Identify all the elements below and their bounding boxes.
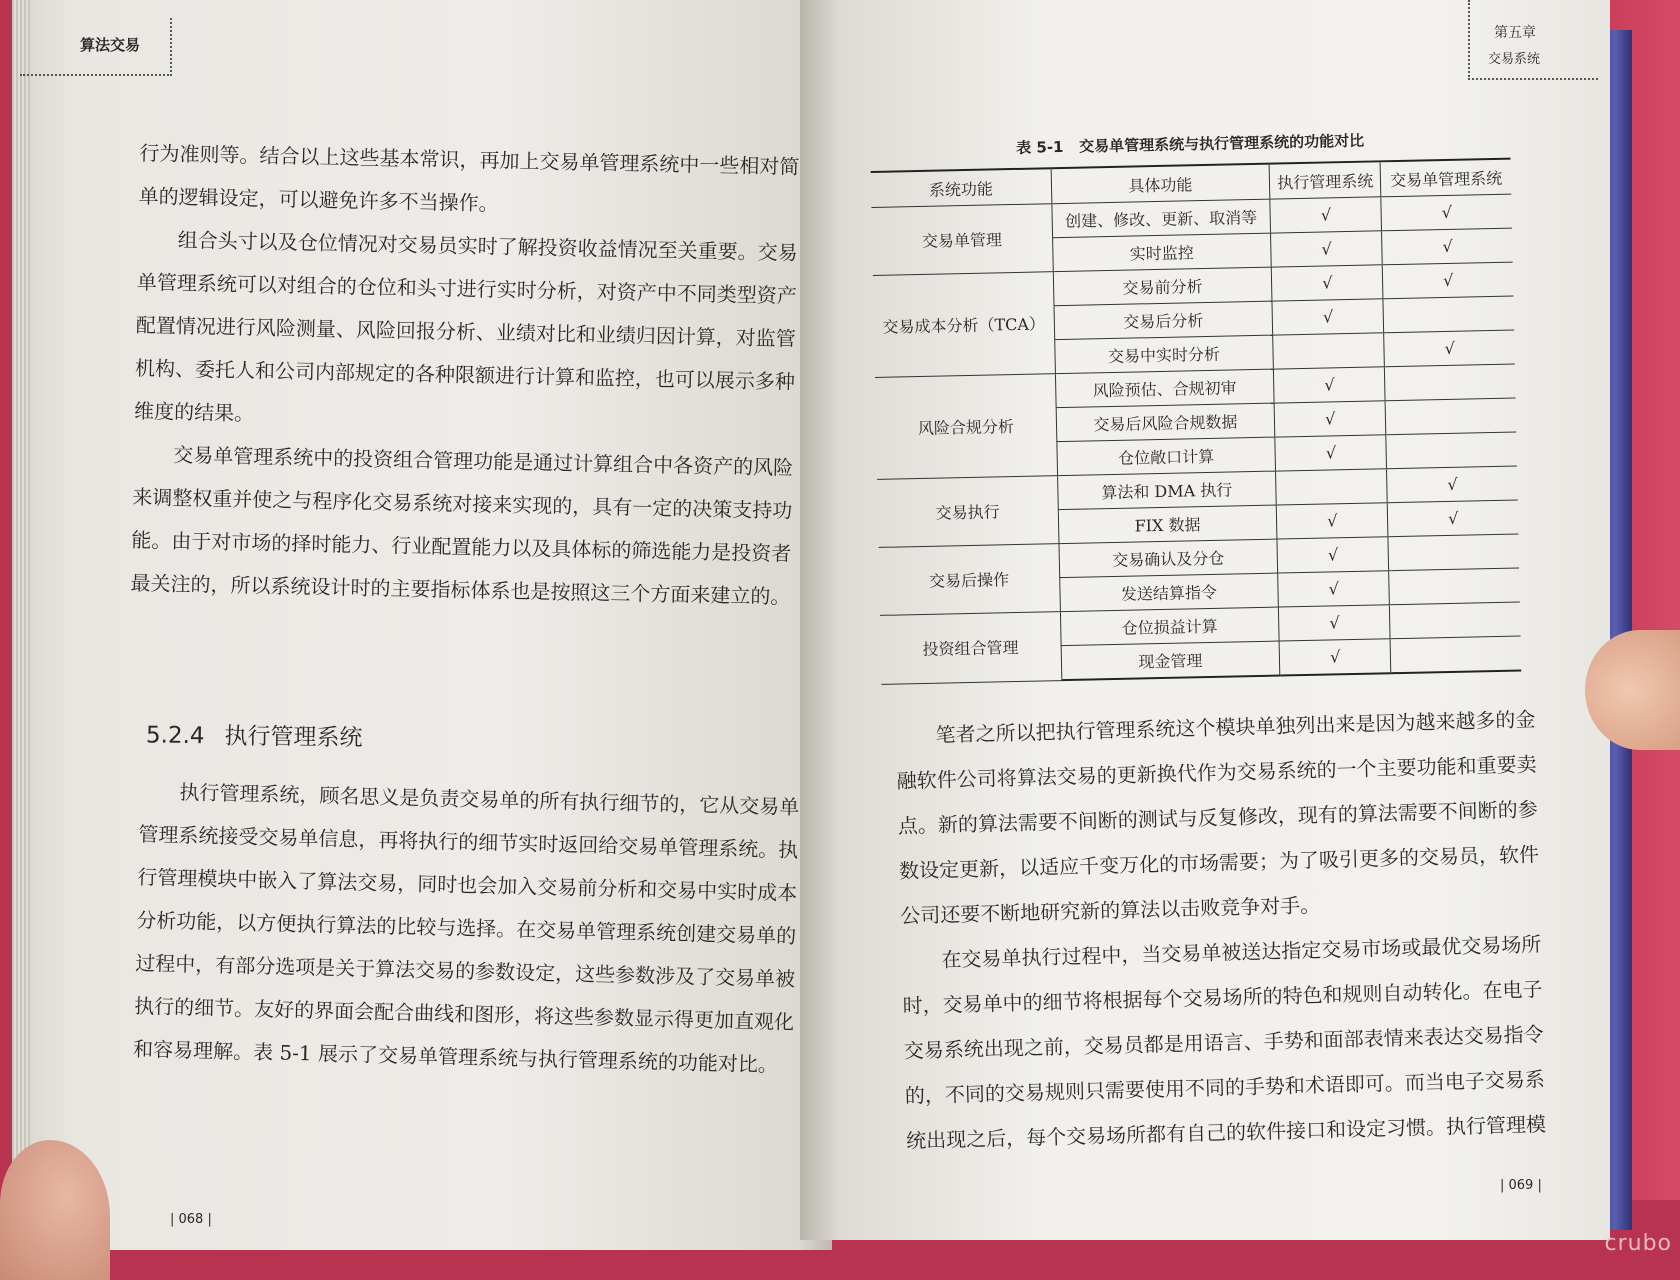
table-title: 交易单管理系统与执行管理系统的功能对比 — [1078, 131, 1365, 156]
ems-check-cell: √ — [1274, 401, 1386, 437]
ems-check-cell: √ — [1277, 537, 1389, 573]
group-cell: 交易执行 — [877, 476, 1058, 548]
ems-check-cell: √ — [1275, 435, 1387, 471]
feature-cell: 发送结算指令 — [1059, 573, 1278, 612]
left-running-head: 算法交易 — [80, 36, 141, 54]
oms-check-cell: √ — [1384, 330, 1515, 367]
oms-check-cell: √ — [1382, 228, 1513, 265]
feature-cell: 创建、修改、更新、取消等 — [1051, 199, 1270, 238]
paragraph: 交易单管理系统中的投资组合管理功能是通过计算组合中各资产的风险来调整权重并使之与程序化交易系统对接来实现的，具有一定的决策支持功能。由于对市场的择时能力、行业配置能力以及具体标的筛选能力是投资者最关注的，所以系统设计时的主要指标体系也是按照这三个方面来建立的。 — [130, 442, 794, 609]
oms-check-cell — [1385, 364, 1516, 401]
section-heading — [146, 716, 383, 752]
group-cell: 风险合规分析 — [875, 374, 1057, 480]
ems-check-cell: √ — [1276, 503, 1388, 539]
left-page-number: | 068 | — [170, 1212, 212, 1227]
paragraph: 在交易单执行过程中，当交易单被送达指定交易市场或最优交易场所时，交易单中的细节将根据每个交易场所的特色和规则自动转化。在电子交易系统出现之前，交易员都是用语言、手势和面部表情来表达交易指令的，不同的交易规则只需要使用不同的手势和术语即可。而当电子交易系统出现之后，每个交易场所都有自己的软件接口和设定习惯。执行管理模 — [902, 932, 1547, 1153]
section-title: 执行管理系统 — [224, 723, 363, 752]
feature-cell: 交易后风险合规数据 — [1056, 403, 1275, 442]
group-cell: 投资组合管理 — [880, 612, 1062, 684]
ems-check-cell: √ — [1270, 197, 1382, 233]
table-number: 表 5-1 — [1015, 137, 1064, 157]
oms-check-cell — [1385, 398, 1516, 435]
oms-check-cell — [1386, 432, 1517, 469]
feature-cell: FIX 数据 — [1058, 505, 1277, 544]
col-header: 交易单管理系统 — [1380, 159, 1511, 197]
ems-check-cell — [1276, 469, 1388, 505]
oms-check-cell — [1390, 602, 1521, 639]
comparison-table — [870, 127, 1521, 685]
paragraph: 执行管理系统，顾名思义是负责交易单的所有执行细节的，它从交易单管理系统接受交易单信息，再将执行的细节实时返回给交易单管理系统。执行管理模块中嵌入了算法交易，同时也会加入交易前分析和交易中实时成本分析功能，以方便执行算法的比较与选择。在交易单管理系统创建交易单的过程中，有部分选项是关于算法交易的参数设定，这些参数涉及了交易单被执行的细节。友好的界面会配合曲线和图形，将这些参数显示得更加直观化和容易理解。表 5-1 展示了交易单管理系统与执行管理系统的功能对比。 — [132, 779, 800, 1077]
col-header: 具体功能 — [1051, 164, 1270, 204]
left-body-text — [130, 132, 800, 619]
page-number-value: 069 — [1508, 1178, 1534, 1193]
col-header: 系统功能 — [871, 168, 1052, 207]
oms-check-cell: √ — [1381, 194, 1512, 231]
ems-check-cell: √ — [1278, 571, 1390, 607]
group-cell: 交易后操作 — [879, 544, 1060, 616]
feature-cell: 交易中实时分析 — [1054, 335, 1273, 374]
section-body-text — [133, 770, 800, 1087]
oms-check-cell — [1388, 534, 1519, 571]
page-number-value: 068 — [178, 1212, 204, 1227]
watermark: crubo — [1604, 1231, 1672, 1256]
ems-check-cell: √ — [1279, 639, 1391, 676]
feature-cell: 现金管理 — [1061, 641, 1280, 680]
chapter-label: 第五章 — [1494, 25, 1536, 41]
right-running-head: 交易系统 — [1488, 52, 1541, 67]
ems-check-cell: √ — [1274, 367, 1386, 403]
feature-cell: 交易前分析 — [1053, 267, 1272, 306]
feature-cell: 交易后分析 — [1054, 301, 1273, 340]
oms-check-cell — [1383, 296, 1514, 333]
feature-cell: 算法和 DMA 执行 — [1057, 471, 1276, 510]
col-header: 执行管理系统 — [1269, 161, 1381, 199]
feature-cell: 仓位损益计算 — [1060, 607, 1279, 646]
paragraph: 笔者之所以把执行管理系统这个模块单独列出来是因为越来越多的金融软件公司将算法交易的更新换代作为交易系统的一个主要功能和重要卖点。新的算法需要不间断的测试与反复修改，现有的算法需要不间断的参数设定更新，以适应千变万化的市场需要；为了吸引更多的交易员，软件公司还要不断地研究新的算法以击败竞争对手。 — [896, 707, 1540, 928]
section-number: 5.2.4 — [145, 722, 205, 750]
page-edges — [12, 0, 30, 1250]
function-table — [871, 158, 1522, 685]
feature-cell: 仓位敞口计算 — [1056, 437, 1275, 476]
ems-check-cell: √ — [1272, 299, 1384, 335]
paragraph: 组合头寸以及仓位情况对交易员实时了解投资收益情况至关重要。交易单管理系统可以对组合的仓位和头寸进行实时分析，对资产中不同类型资产配置情况进行风险测量、风险回报分析、业绩对比和业绩归因计算，对监管机构、委托人和公司内部规定的各种限额进行计算和监控，也可以展示多种维度的结果。 — [133, 227, 798, 426]
oms-check-cell — [1389, 568, 1520, 605]
oms-check-cell: √ — [1387, 466, 1518, 503]
group-cell: 交易成本分析（TCA） — [873, 272, 1055, 378]
ems-check-cell: √ — [1279, 605, 1391, 641]
group-cell: 交易单管理 — [871, 204, 1052, 276]
oms-check-cell — [1390, 636, 1521, 673]
ems-check-cell — [1273, 333, 1385, 369]
table-body — [871, 194, 1521, 684]
oms-check-cell: √ — [1388, 500, 1519, 537]
paragraph: 行为准则等。结合以上这些基本常识，再加上交易单管理系统中一些相对简单的逻辑设定，可以避免许多不当操作。 — [138, 140, 800, 216]
feature-cell: 交易确认及分仓 — [1059, 539, 1278, 578]
feature-cell: 实时监控 — [1052, 233, 1271, 272]
oms-check-cell: √ — [1383, 262, 1514, 299]
right-page-number: | 069 | — [1500, 1178, 1542, 1193]
feature-cell: 风险预估、合规初审 — [1055, 369, 1274, 408]
ems-check-cell: √ — [1271, 231, 1383, 267]
right-body-text — [895, 697, 1547, 1164]
ems-check-cell: √ — [1271, 265, 1383, 301]
